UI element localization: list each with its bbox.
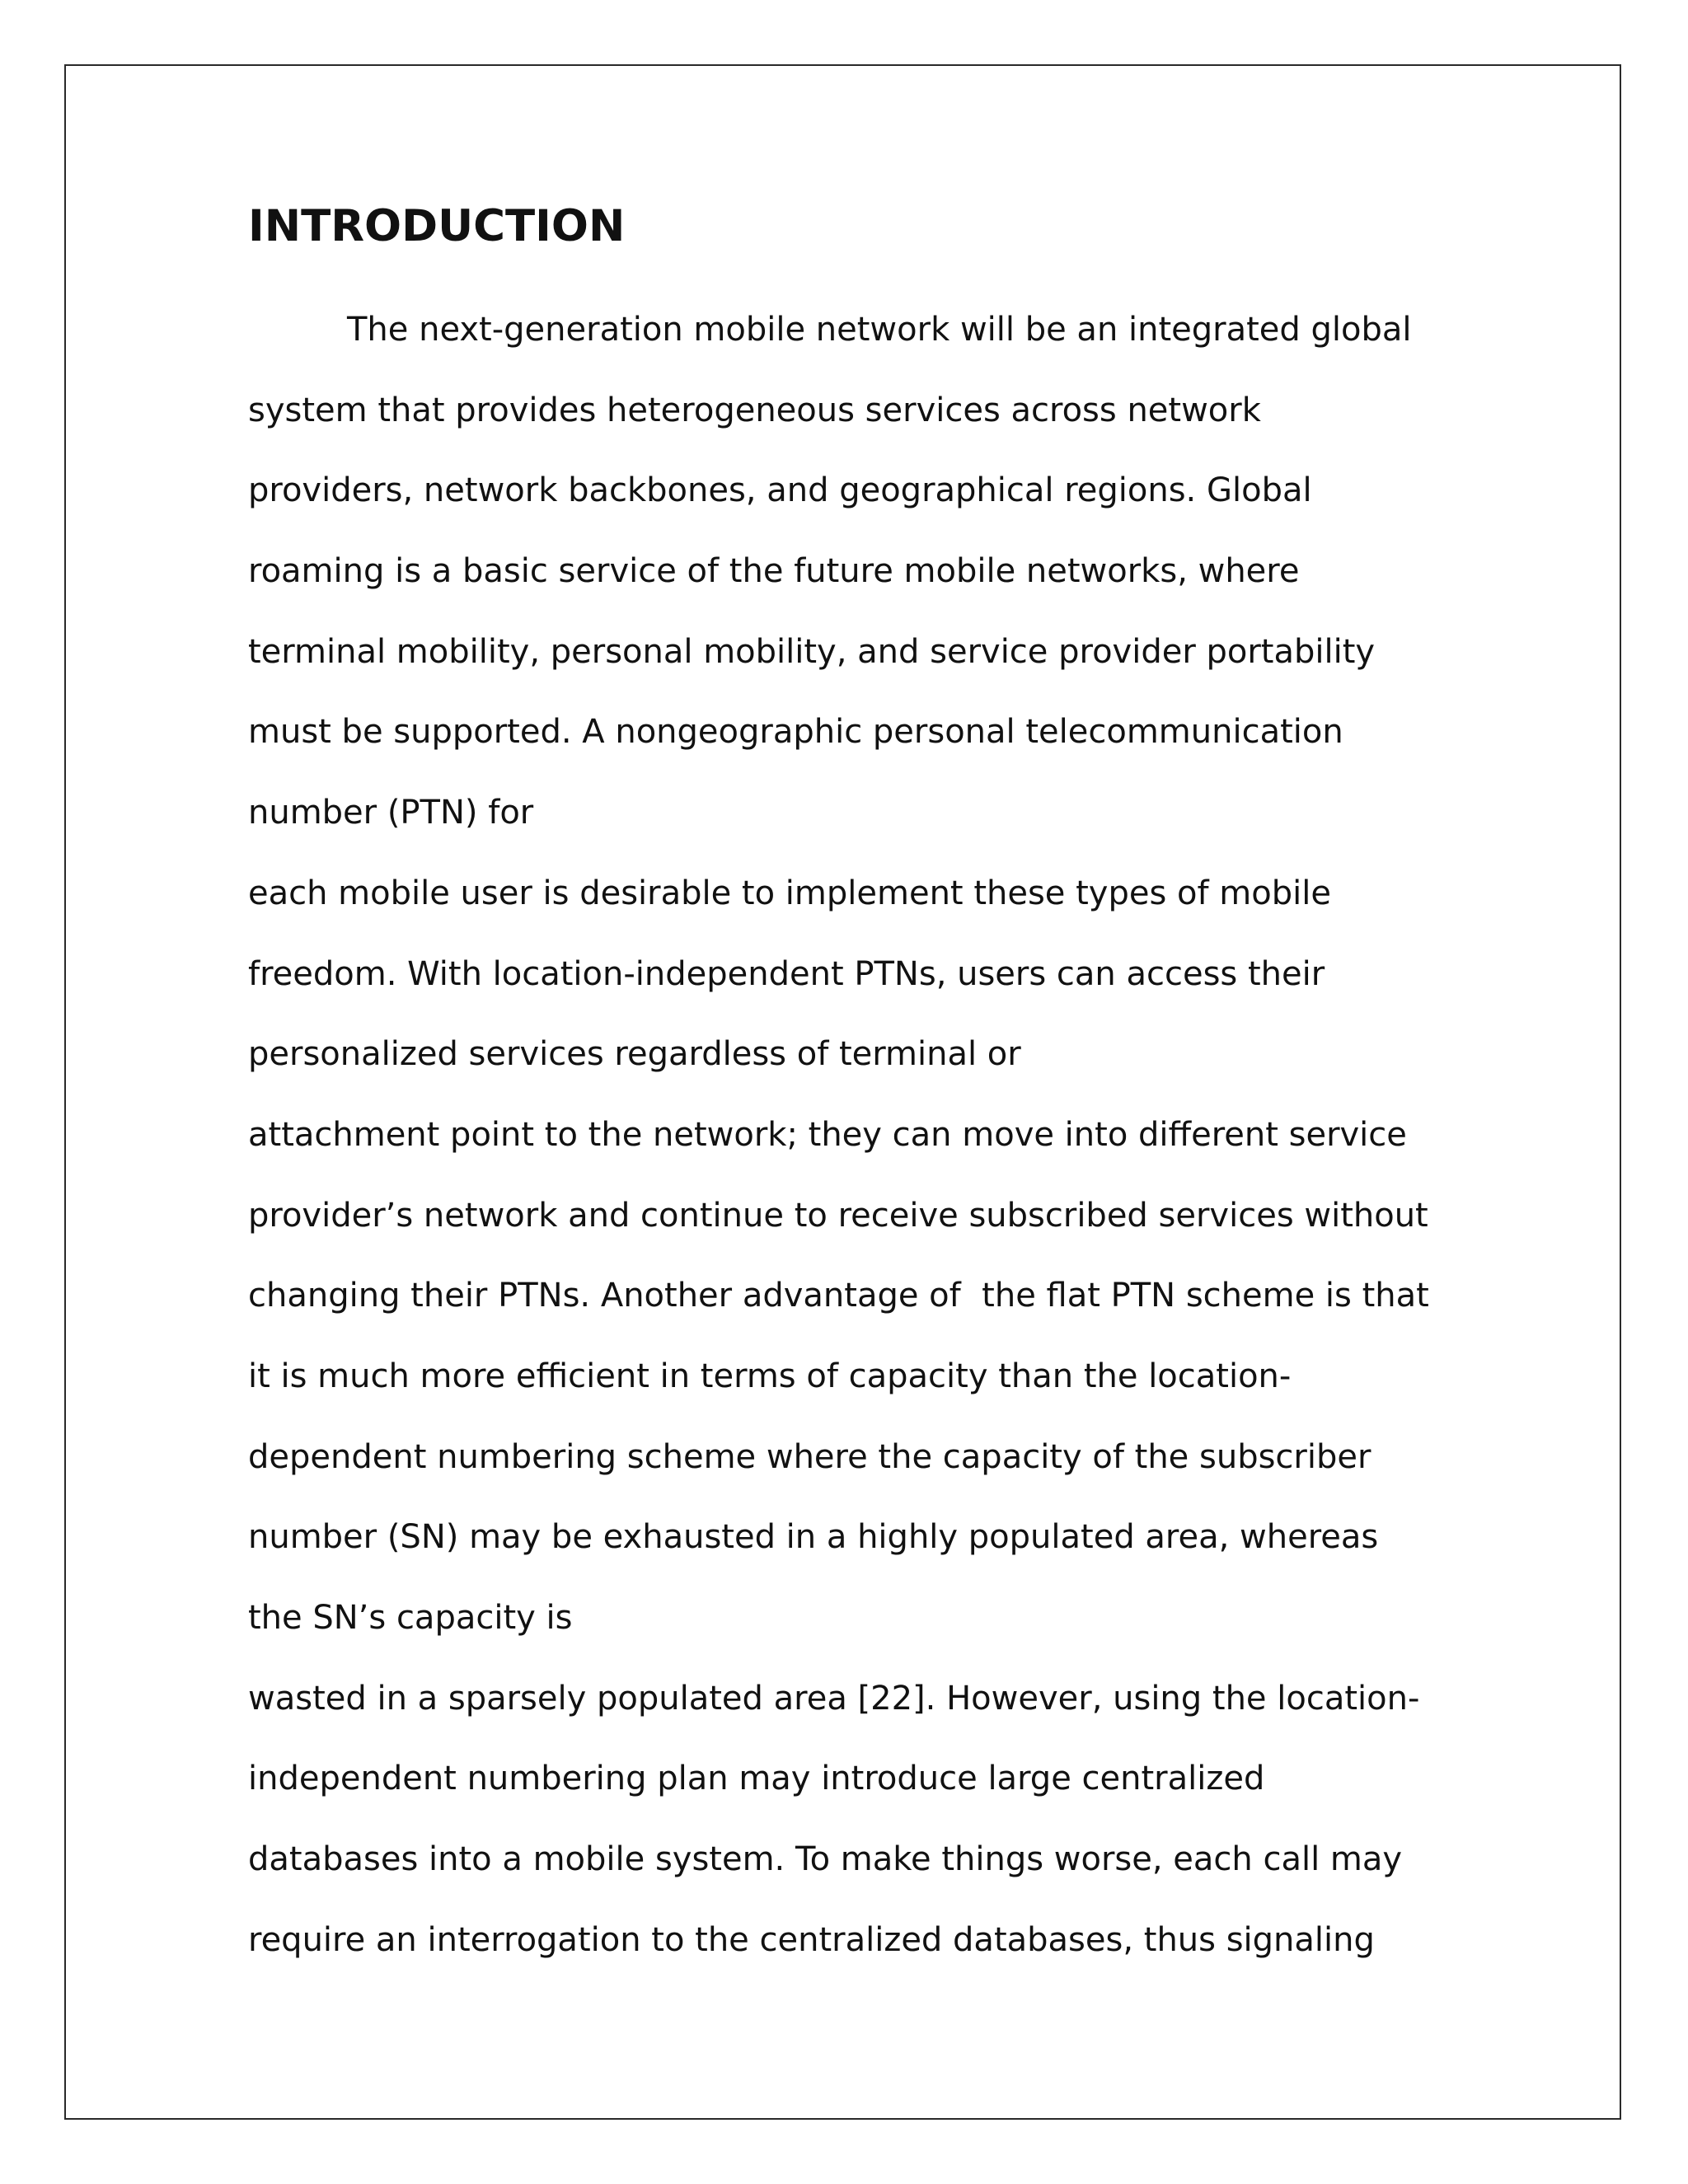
text-line: must be supported. A nongeographic personal telecommunication <box>248 713 1343 752</box>
body-text <box>248 301 1468 1991</box>
text-line: terminal mobility, personal mobility, and service provider portability <box>248 632 1376 671</box>
text-line: roaming is a basic service of the future mobile networks, where <box>248 552 1300 591</box>
text-line: providers, network backbones, and geographical regions. Global <box>248 471 1312 510</box>
text-line: number (PTN) for <box>248 794 534 832</box>
text-line: wasted in a sparsely populated area [22]. However, using the location- <box>248 1679 1420 1718</box>
text-line: system that provides heterogeneous services across network <box>248 391 1261 429</box>
text-line: The next-generation mobile network will be an integrated global <box>347 311 1412 349</box>
text-line: personalized services regardless of terminal or <box>248 1035 1021 1074</box>
text-line: independent numbering plan may introduce large centralized <box>248 1760 1265 1798</box>
text-line: changing their PTNs. Another advantage of the flat PTN scheme is that <box>248 1277 1429 1315</box>
text-line: dependent numbering scheme where the capacity of the subscriber <box>248 1437 1372 1476</box>
text-line: it is much more efficient in terms of capacity than the location- <box>248 1357 1292 1395</box>
text-line: number (SN) may be exhausted in a highly populated area, whereas <box>248 1518 1379 1557</box>
text-line: each mobile user is desirable to implement these types of mobile <box>248 874 1331 912</box>
text-line: attachment point to the network; they can move into different service <box>248 1115 1407 1154</box>
text-line: the SN’s capacity is <box>248 1599 573 1637</box>
text-line: freedom. With location-independent PTNs, users can access their <box>248 954 1325 993</box>
text-line: provider’s network and continue to receive subscribed services without <box>248 1196 1428 1235</box>
text-line: databases into a mobile system. To make things worse, each call may <box>248 1840 1403 1879</box>
page-title: INTRODUCTION <box>248 201 626 251</box>
text-line: require an interrogation to the centralized databases, thus signaling <box>248 1920 1375 1959</box>
